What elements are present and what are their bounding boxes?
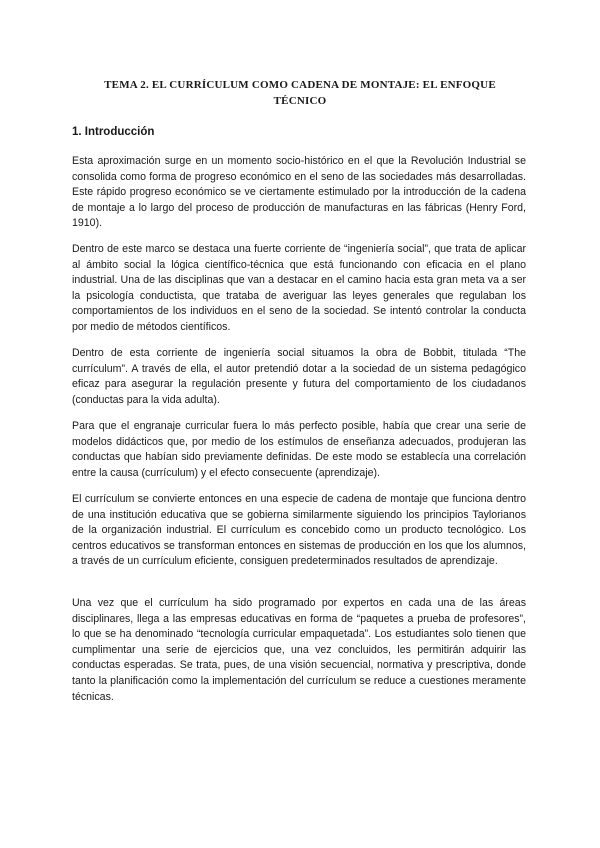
document-title: TEMA 2. EL CURRÍCULUM COMO CADENA DE MONTAJE: EL ENFOQUE TÉCNICO — [104, 79, 496, 107]
paragraph-2: Dentro de este marco se destaca una fuerte corriente de “ingeniería social”, que trata de aplicar al ámbito social la lógica científico-técnica que está funcionando con eficacia en el plano industrial. Una de las disciplinas que van a destacar en el camino hacia esta gran meta va a ser la psicología conductista, que trataba de averiguar las leyes generales que regulaban los comportamientos de los individuos en el seno de la sociedad. Se intentó controlar la conducta por medio de métodos científicos. — [72, 243, 526, 333]
paragraph-3: Dentro de esta corriente de ingeniería social situamos la obra de Bobbit, titulada “The currículum”. A través de ella, el autor pretendió dotar a la sociedad de un sistema pedagógico eficaz para asegurar la regulación presente y futura del comportamiento de los ciudadanos (conductas para la vida adulta). — [72, 347, 526, 406]
section-heading: 1. Introducción — [72, 126, 155, 138]
paragraph-1: Esta aproximación surge en un momento socio-histórico en el que la Revolución Industrial se consolida como forma de progreso económico en el seno de las sociedades más desarrolladas. Este rápido progreso económico se ve ciertamente estimulado por la introducción de la cadena de montaje a lo largo del proceso de producción de manufacturas en las fábricas (Henry Ford, 1910). — [72, 155, 526, 230]
paragraph-5: El currículum se convierte entonces en una especie de cadena de montaje que funciona dentro de una institución educativa que se gobierna similarmente siguiendo los principios Taylorianos de la organización industrial. El currículum es concebido como un producto tecnológico. Los centros educativos se transforman entonces en sistemas de producción en los que los alumnos, a través de un currículum eficiente, consiguen predeterminados resultados de aprendizaje. — [72, 493, 526, 568]
paragraph-6: Una vez que el currículum ha sido programado por expertos en cada una de las áreas disciplinares, llega a las empresas educativas en forma de “paquetes a prueba de profesores”, lo que se ha denominado “tecnología curricular empaquetada”. Los estudiantes solo tienen que cumplimentar una serie de ejercicios que, una vez concluidos, les permitirán adquirir las conductas esperadas. Se trata, pues, de una visión secuencial, normativa y prescriptiva, donde tanto la planificación como la implementación del currículum se reduce a cuestiones meramente técnicas. — [72, 597, 526, 703]
paragraph-4: Para que el engranaje curricular fuera lo más perfecto posible, había que crear una serie de modelos didácticos que, por medio de los estímulos de enseñanza adecuados, produjeran las conductas que habían sido previamente definidas. De este modo se establecía una correlación entre la causa (currículum) y el efecto consecuente (aprendizaje). — [72, 420, 526, 479]
